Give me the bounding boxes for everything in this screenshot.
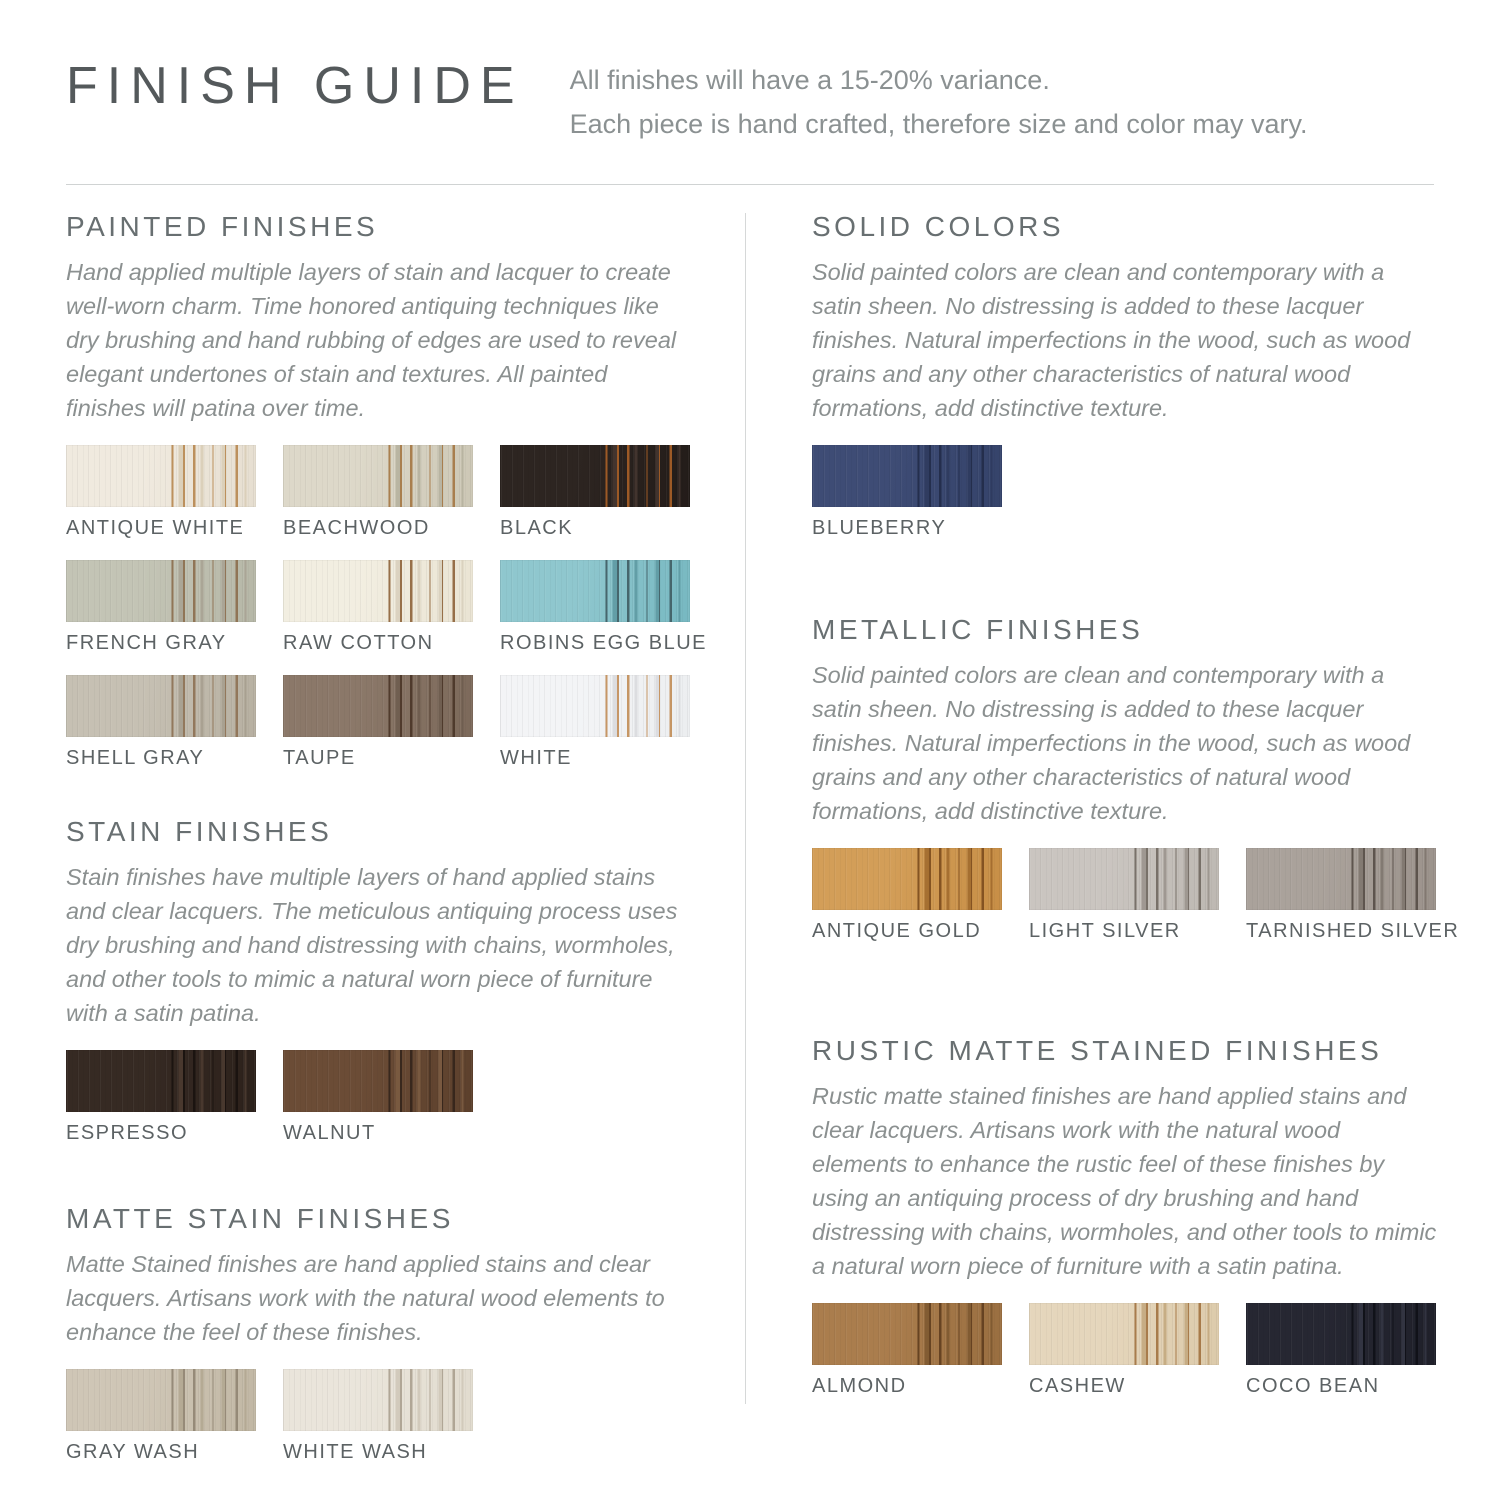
swatch-label: BLUEBERRY	[812, 517, 947, 539]
swatch-image	[66, 1050, 256, 1112]
swatch-gray-wash	[66, 1369, 256, 1464]
swatch-image	[812, 1303, 1002, 1365]
section-painted-finishes	[66, 211, 707, 770]
swatch-image	[1246, 1303, 1436, 1365]
swatch-label: ANTIQUE GOLD	[812, 920, 982, 942]
swatch-label: BLACK	[500, 517, 574, 539]
swatch-image	[283, 560, 473, 622]
right-column	[812, 211, 1460, 1464]
swatch-espresso	[66, 1050, 256, 1145]
section-description: Solid painted colors are clean and contemporary with a satin sheen. No distressing is added to these lacquer finishes. Natural imperfections in the wood, such as wood grains and any other characteristics of natural wood formations, add distinctive texture.	[812, 662, 1411, 824]
left-column	[66, 211, 707, 1464]
swatch-image	[283, 675, 473, 737]
swatch-grid	[812, 445, 1438, 540]
content-columns	[66, 211, 1460, 1464]
swatch-image	[1246, 848, 1436, 910]
swatch-label: ALMOND	[812, 1375, 907, 1397]
swatch-label: BEACHWOOD	[283, 517, 430, 539]
swatch-label: TARNISHED SILVER	[1246, 920, 1460, 942]
swatch-blueberry	[812, 445, 1002, 540]
swatch-antique-white	[66, 445, 256, 540]
swatch-label: WHITE WASH	[283, 1441, 428, 1463]
swatch-light-silver	[1029, 848, 1219, 943]
swatch-image	[812, 445, 1002, 507]
swatch-label: RAW COTTON	[283, 632, 434, 654]
swatch-grid	[812, 848, 1460, 943]
swatch-shell-gray	[66, 675, 256, 770]
swatch-black	[500, 445, 690, 540]
swatch-grid	[812, 1303, 1438, 1398]
swatch-beachwood	[283, 445, 473, 540]
section-rustic-matte-stained-finishes	[812, 1035, 1438, 1398]
section-description: Stain finishes have multiple layers of hand applied stains and clear lacquers. The meticulous antiquing process uses dry brushing and hand distressing with chains, wormholes, and other tools to mimic a natural worn piece of furniture with a satin patina.	[66, 864, 678, 1026]
swatch-image	[1029, 848, 1219, 910]
swatch-grid	[66, 1050, 690, 1145]
swatch-image	[66, 445, 256, 507]
swatch-antique-gold	[812, 848, 1002, 943]
swatch-white-wash	[283, 1369, 473, 1464]
swatch-label: LIGHT SILVER	[1029, 920, 1181, 942]
swatch-label: WALNUT	[283, 1122, 376, 1144]
section-heading: MATTE STAIN FINISHES	[66, 1203, 454, 1234]
swatch-cashew	[1029, 1303, 1219, 1398]
swatch-image	[66, 675, 256, 737]
section-metallic-finishes	[812, 614, 1460, 943]
swatch-image	[283, 445, 473, 507]
section-heading: STAIN FINISHES	[66, 816, 333, 847]
swatch-image	[500, 675, 690, 737]
swatch-label: SHELL GRAY	[66, 747, 205, 769]
swatch-image	[283, 1050, 473, 1112]
page-title: FINISH GUIDE	[66, 57, 524, 115]
swatch-label: ESPRESSO	[66, 1122, 189, 1144]
swatch-label: FRENCH GRAY	[66, 632, 227, 654]
swatch-image	[283, 1369, 473, 1431]
swatch-tarnished-silver	[1246, 848, 1460, 943]
page-subtitle	[570, 58, 1308, 146]
swatch-coco-bean	[1246, 1303, 1436, 1398]
section-description: Solid painted colors are clean and contemporary with a satin sheen. No distressing is added to these lacquer finishes. Natural imperfections in the wood, such as wood grains and any other characteristics of natural wood formations, add distinctive texture.	[812, 259, 1411, 421]
subtitle-line-1: All finishes will have a 15-20% variance.	[569, 65, 1050, 95]
swatch-walnut	[283, 1050, 473, 1145]
swatch-almond	[812, 1303, 1002, 1398]
section-matte-stain-finishes	[66, 1203, 690, 1464]
swatch-label: TAUPE	[283, 747, 356, 769]
swatch-image	[1029, 1303, 1219, 1365]
section-description: Hand applied multiple layers of stain and lacquer to create well-worn charm. Time honored antiquing techniques like dry brushing and hand rubbing of edges are used to reveal elegant undertones of stain and textures. All painted finishes will patina over time.	[66, 259, 677, 421]
section-description: Matte Stained finishes are hand applied stains and clear lacquers. Artisans work with the natural wood elements to enhance the feel of these finishes.	[66, 1251, 665, 1345]
section-heading: RUSTIC MATTE STAINED FINISHES	[812, 1035, 1383, 1066]
swatch-taupe	[283, 675, 473, 770]
swatch-image	[66, 1369, 256, 1431]
swatch-label: ANTIQUE WHITE	[66, 517, 245, 539]
subtitle-line-2: Each piece is hand crafted, therefore size and color may vary.	[569, 109, 1308, 139]
swatch-label: GRAY WASH	[66, 1441, 200, 1463]
swatch-grid	[66, 1369, 690, 1464]
swatch-label: ROBINS EGG BLUE	[500, 632, 707, 654]
section-description: Rustic matte stained finishes are hand applied stains and clear lacquers. Artisans work with the natural wood elements to enhance the rustic feel of these finishes by using an antiquing process of dry brushing and hand distressing with chains, wormholes, and other tools to mimic a natural worn piece of furniture with a satin patina.	[812, 1083, 1437, 1279]
swatch-label: WHITE	[500, 747, 572, 769]
swatch-white	[500, 675, 690, 770]
swatch-label: CASHEW	[1029, 1375, 1126, 1397]
masthead	[66, 56, 1434, 146]
section-heading: METALLIC FINISHES	[812, 614, 1144, 645]
swatch-image	[500, 445, 690, 507]
section-stain-finishes	[66, 816, 690, 1145]
vertical-divider	[745, 213, 746, 1404]
swatch-robins-egg-blue	[500, 560, 707, 655]
section-heading: PAINTED FINISHES	[66, 211, 379, 242]
section-heading: SOLID COLORS	[812, 211, 1065, 242]
swatch-grid	[66, 445, 707, 770]
swatch-image	[500, 560, 690, 622]
swatch-raw-cotton	[283, 560, 473, 655]
swatch-french-gray	[66, 560, 256, 655]
swatch-image	[812, 848, 1002, 910]
section-solid-colors	[812, 211, 1438, 540]
swatch-image	[66, 560, 256, 622]
horizontal-divider	[66, 184, 1434, 185]
swatch-label: COCO BEAN	[1246, 1375, 1380, 1397]
